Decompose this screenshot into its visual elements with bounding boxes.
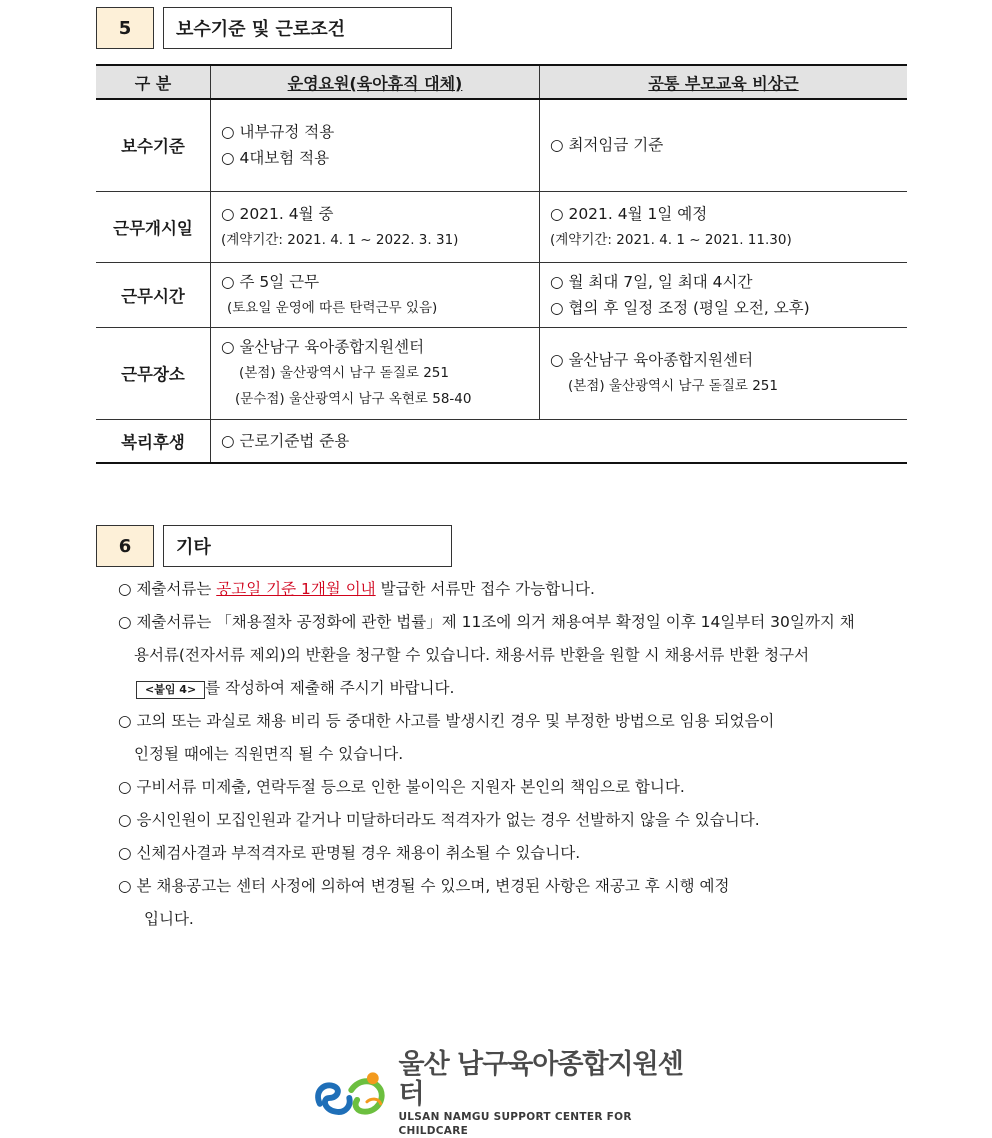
attachment-ref: <붙임 4> xyxy=(136,681,205,699)
section-5-title: 보수기준 및 근로조건 xyxy=(163,7,452,49)
table-header-row xyxy=(96,65,907,99)
row-label-pay: 보수기준 xyxy=(96,99,211,191)
conditions-table xyxy=(96,64,907,464)
cell-hours-parent: ○ 월 최대 7일, 일 최대 4시간 ○ 협의 후 일정 조정 (평일 오전, 오후) xyxy=(540,262,908,327)
row-label-welfare: 복리후생 xyxy=(96,419,211,463)
cell-start-operator: ○ 2021. 4월 중 (계약기간: 2021. 4. 1 ~ 2022. 3. 31) xyxy=(211,191,540,262)
cell-hours-operator: ○ 주 5일 근무 (토요일 운영에 따른 탄력근무 있음) xyxy=(211,262,540,327)
note-item-6: ○ 신체검사결과 부적격자로 판명될 경우 채용이 취소될 수 있습니다. xyxy=(118,844,581,862)
section-5-number: 5 xyxy=(96,7,154,49)
header-parent-education: 공통 부모교육 비상근 xyxy=(540,65,908,99)
cell-pay-parent: ○ 최저임금 기준 xyxy=(540,99,908,191)
row-label-hours: 근무시간 xyxy=(96,262,211,327)
deadline-highlight: 공고일 기준 1개월 이내 xyxy=(216,580,376,598)
row-label-start: 근무개시일 xyxy=(96,191,211,262)
cell-place-parent: ○ 울산남구 육아종합지원센터 (본점) 울산광역시 남구 돋질로 251 xyxy=(540,327,908,419)
table-row-place xyxy=(96,327,907,419)
table-row-pay xyxy=(96,99,907,191)
note-item-5: ○ 응시인원이 모집인원과 같거나 미달하더라도 적격자가 없는 경우 선발하지 않을 수 있습니다. xyxy=(118,811,760,829)
note-item-1: ○ 제출서류는 공고일 기준 1개월 이내 발급한 서류만 접수 가능합니다. xyxy=(118,580,595,598)
logo-mark-icon xyxy=(312,1068,390,1120)
header-category: 구 분 xyxy=(96,65,211,99)
table-row-welfare xyxy=(96,419,907,463)
section-6-title: 기타 xyxy=(163,525,452,567)
table-row-start xyxy=(96,191,907,262)
note-item-7: ○ 본 채용공고는 센터 사정에 의하여 변경될 수 있으며, 변경된 사항은 재공고 후 시행 예정 입니다. xyxy=(118,877,730,928)
cell-start-parent: ○ 2021. 4월 1일 예정 (계약기간: 2021. 4. 1 ~ 2021. 11.30) xyxy=(540,191,908,262)
note-item-3: ○ 고의 또는 과실로 채용 비리 등 중대한 사고를 발생시킨 경우 및 부정한 방법으로 임용 되었음이 인정될 때에는 직원면직 될 수 있습니다. xyxy=(118,712,775,763)
logo-name-english: ULSAN NAMGU SUPPORT CENTER FOR CHILDCARE xyxy=(398,1111,632,1137)
note-item-2: ○ 제출서류는 「채용절차 공정화에 관한 법률」제 11조에 의거 채용여부 확정일 이후 14일부터 30일까지 채 용서류(전자서류 제외)의 반환을 청구할 수 있습니다. 채용서류 반환을 원할 시 채용서류 반환 청구서 <붙임 4> 를 작성하여 제출해 주시기 바랍니다. xyxy=(118,613,855,697)
cell-welfare: ○ 근로기준법 준용 xyxy=(211,419,908,463)
cell-pay-operator: ○ 내부규정 적용 ○ 4대보험 적용 xyxy=(211,99,540,191)
center-logo xyxy=(312,1049,702,1137)
logo-name-korean: 울산 남구육아종합지원센터 xyxy=(398,1049,683,1110)
note-item-4: ○ 구비서류 미제출, 연락두절 등으로 인한 불이익은 지원자 본인의 책임으로 합니다. xyxy=(118,778,685,796)
notes-list xyxy=(118,573,898,936)
table-row-hours xyxy=(96,262,907,327)
section-6-number: 6 xyxy=(96,525,154,567)
header-operator: 운영요원(육아휴직 대체) xyxy=(211,65,540,99)
cell-place-operator: ○ 울산남구 육아종합지원센터 (본점) 울산광역시 남구 돋질로 251 (문수점) 울산광역시 남구 옥현로 58-40 xyxy=(211,327,540,419)
row-label-place: 근무장소 xyxy=(96,327,211,419)
